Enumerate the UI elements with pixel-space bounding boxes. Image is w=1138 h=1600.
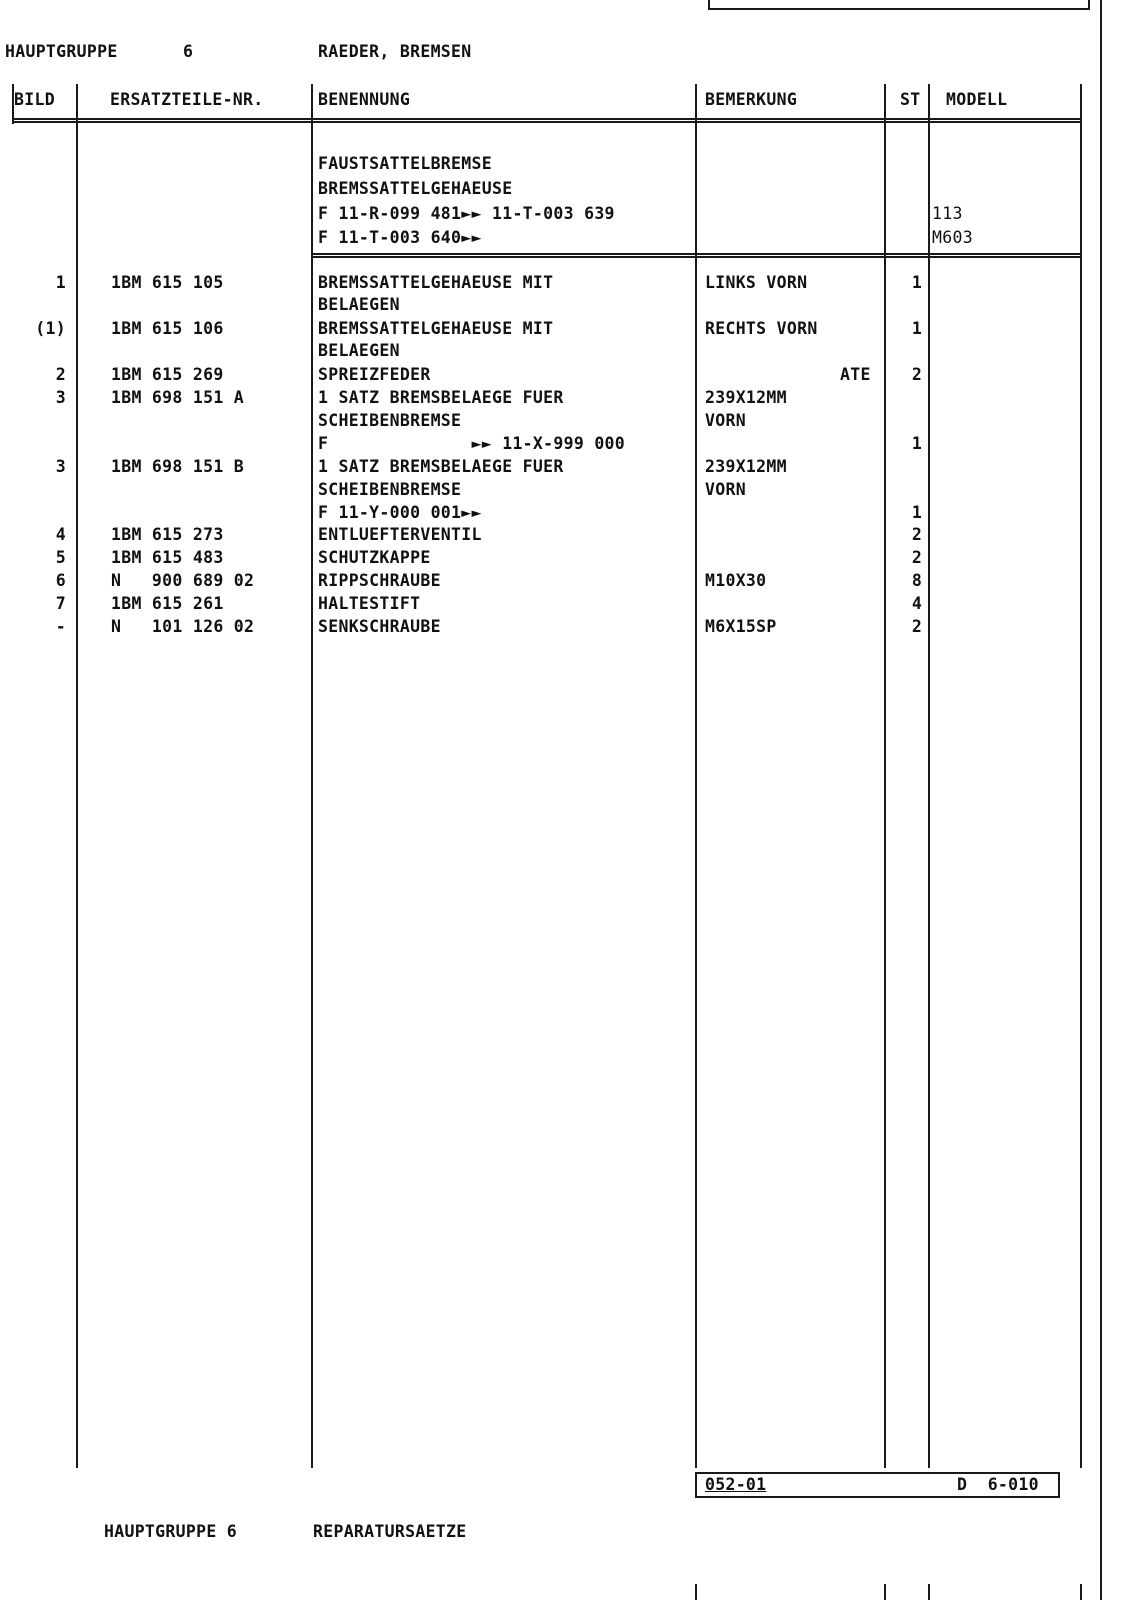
table-row xyxy=(0,479,1138,501)
page-edge-line xyxy=(1100,0,1102,1600)
cell-bild: - xyxy=(55,617,66,636)
footer-code-box xyxy=(695,1472,1060,1498)
table-row xyxy=(0,524,1138,546)
cell-benennung: F 11-Y-000 001►► xyxy=(318,503,482,522)
cell-part-no: 1BM 615 106 xyxy=(111,319,224,338)
col-header-st: ST xyxy=(900,90,921,109)
header-line-4: F 11-T-003 640►► xyxy=(318,228,482,247)
cell-part-no: 1BM 615 273 xyxy=(111,525,224,544)
cell-bemerkung: LINKS VORN xyxy=(705,273,808,292)
section-separator xyxy=(311,253,1082,258)
header-modell-1: 113 xyxy=(932,204,963,223)
cell-part-no: 1BM 615 261 xyxy=(111,594,224,613)
cell-benennung: BREMSSATTELGEHAEUSE MIT xyxy=(318,319,554,338)
group-number: 6 xyxy=(183,42,194,61)
col-header-bemerkung: BEMERKUNG xyxy=(705,90,798,109)
cell-st: 2 xyxy=(911,548,923,567)
cell-benennung: BELAEGEN xyxy=(318,341,400,360)
cell-benennung: BELAEGEN xyxy=(318,295,400,314)
cell-part-no: N 900 689 02 xyxy=(111,571,255,590)
table-row xyxy=(0,593,1138,615)
cell-bild: 1 xyxy=(55,273,66,292)
cell-part-no: 1BM 615 269 xyxy=(111,365,224,384)
next-group-label: HAUPTGRUPPE 6 xyxy=(104,1522,238,1541)
header-line-3: F 11-R-099 481►► 11-T-003 639 xyxy=(318,204,615,223)
bottom-tick xyxy=(928,1584,930,1600)
cell-st: 1 xyxy=(911,273,923,292)
table-row xyxy=(0,456,1138,478)
cell-bild: 3 xyxy=(55,388,66,407)
bottom-tick xyxy=(695,1584,697,1600)
table-row xyxy=(0,387,1138,409)
table-row xyxy=(0,340,1138,362)
cell-benennung: 1 SATZ BREMSBELAEGE FUER xyxy=(318,388,564,407)
cell-part-no: 1BM 698 151 B xyxy=(111,457,245,476)
cell-part-no: N 101 126 02 xyxy=(111,617,255,636)
cell-st: 2 xyxy=(911,525,923,544)
next-group-title: REPARATURSAETZE xyxy=(313,1522,467,1541)
table-row xyxy=(0,410,1138,432)
cell-st: 1 xyxy=(911,319,923,338)
header-line-1: FAUSTSATTELBREMSE xyxy=(318,154,492,173)
col-header-bild: BILD xyxy=(14,90,55,109)
cell-part-no: 1BM 698 151 A xyxy=(111,388,245,407)
cell-bemerkung: M10X30 xyxy=(705,571,767,590)
table-row xyxy=(0,318,1138,340)
group-label: HAUPTGRUPPE xyxy=(5,42,118,61)
col-header-benennung: BENENNUNG xyxy=(318,90,411,109)
group-title: RAEDER, BREMSEN xyxy=(318,42,472,61)
cell-bemerkung: M6X15SP xyxy=(705,617,777,636)
table-row xyxy=(0,570,1138,592)
table-row xyxy=(0,547,1138,569)
cell-st: 2 xyxy=(911,617,923,636)
cell-bild: 7 xyxy=(55,594,66,613)
table-row xyxy=(0,364,1138,386)
col-header-part-no: ERSATZTEILE-NR. xyxy=(110,90,264,109)
cell-benennung: ENTLUEFTERVENTIL xyxy=(318,525,482,544)
cell-st: 1 xyxy=(911,503,923,522)
table-row xyxy=(0,433,1138,455)
table-row xyxy=(0,616,1138,638)
cell-bild: 4 xyxy=(55,525,66,544)
cell-bemerkung: 239X12MM xyxy=(705,388,787,407)
cell-part-no: 1BM 615 105 xyxy=(111,273,224,292)
table-row xyxy=(0,294,1138,316)
cell-bemerkung: VORN xyxy=(705,480,746,499)
cell-benennung: BREMSSATTELGEHAEUSE MIT xyxy=(318,273,554,292)
cell-bild: 5 xyxy=(55,548,66,567)
cell-bemerkung: VORN xyxy=(705,411,746,430)
cell-st: 1 xyxy=(911,434,923,453)
cell-bild: 3 xyxy=(55,457,66,476)
cell-benennung: SPREIZFEDER xyxy=(318,365,431,384)
cell-benennung: SCHEIBENBREMSE xyxy=(318,480,462,499)
cell-st: 8 xyxy=(911,571,923,590)
cell-part-no: 1BM 615 483 xyxy=(111,548,224,567)
header-line-2: BREMSSATTELGEHAEUSE xyxy=(318,179,513,198)
cell-benennung: HALTESTIFT xyxy=(318,594,421,613)
cell-benennung: SCHEIBENBREMSE xyxy=(318,411,462,430)
cell-benennung: RIPPSCHRAUBE xyxy=(318,571,441,590)
footer-code-right: D 6-010 xyxy=(957,1475,1039,1494)
cell-bemerkung: 239X12MM xyxy=(705,457,787,476)
cell-st: 2 xyxy=(911,365,923,384)
cell-manufacturer: ATE xyxy=(840,365,871,384)
bottom-tick xyxy=(884,1584,886,1600)
cell-benennung: SCHUTZKAPPE xyxy=(318,548,431,567)
cell-bild: (1) xyxy=(35,319,66,338)
header-separator xyxy=(12,118,1082,123)
footer-code-left: 052-01 xyxy=(705,1475,767,1494)
cell-bild: 6 xyxy=(55,571,66,590)
header-modell-2: M603 xyxy=(932,228,973,247)
cell-bemerkung: RECHTS VORN xyxy=(705,319,818,338)
table-row xyxy=(0,502,1138,524)
cell-benennung: F ►► 11-X-999 000 xyxy=(318,434,626,453)
cell-benennung: SENKSCHRAUBE xyxy=(318,617,441,636)
cell-st: 4 xyxy=(911,594,923,613)
top-code-box xyxy=(708,0,1090,10)
table-row xyxy=(0,272,1138,294)
cell-bild: 2 xyxy=(55,365,66,384)
col-header-modell: MODELL xyxy=(946,90,1008,109)
cell-benennung: 1 SATZ BREMSBELAEGE FUER xyxy=(318,457,564,476)
bottom-tick xyxy=(1080,1584,1082,1600)
